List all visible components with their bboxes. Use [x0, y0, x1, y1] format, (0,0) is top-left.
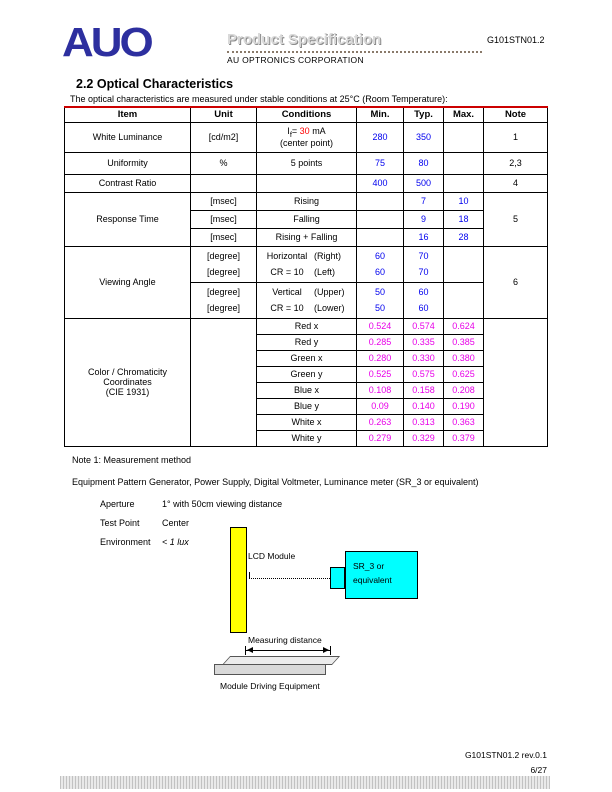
viewing-min-0-line1: 60: [374, 251, 385, 261]
aperture-value: 1° with 50cm viewing distance: [162, 498, 283, 509]
measurement-setup-diagram: [64, 525, 547, 695]
contrast-min: 400: [357, 174, 404, 192]
response-unit-0: [msec]: [191, 192, 257, 210]
equipment-platform-front: [214, 664, 326, 675]
color-cond-2: Green x: [257, 350, 357, 366]
row-uniformity: [65, 152, 548, 174]
viewing-typ-0: [404, 246, 444, 282]
luminance-typ: 350: [404, 122, 444, 152]
response-min-2: [357, 228, 404, 246]
viewing-cond-0-side1: (Right): [314, 251, 342, 261]
color-min-7: 0.279: [357, 430, 404, 446]
viewing-min-1: [357, 282, 404, 318]
driving-equipment-label: Module Driving Equipment: [220, 681, 320, 691]
contrast-max: [444, 174, 484, 192]
color-max-0: 0.624: [444, 318, 484, 334]
viewing-cond-1-line2: [260, 300, 353, 316]
color-typ-0: 0.574: [404, 318, 444, 334]
viewing-max-0: [444, 246, 484, 282]
response-typ-0: 7: [404, 192, 444, 210]
color-typ-1: 0.335: [404, 334, 444, 350]
color-typ-3: 0.575: [404, 366, 444, 382]
meter-lens-shape: [330, 567, 345, 589]
col-header-max: Max.: [444, 107, 484, 122]
sight-line: [249, 578, 330, 579]
viewing-min-1-line2: 50: [374, 303, 385, 313]
footer-page-number: 6/27: [530, 765, 547, 775]
environment-label: Environment: [100, 536, 151, 547]
viewing-cond-1-cr: CR = 10: [270, 303, 304, 313]
color-max-5: 0.190: [444, 398, 484, 414]
contrast-note: 4: [484, 174, 548, 192]
color-typ-7: 0.329: [404, 430, 444, 446]
color-cond-7: White y: [257, 430, 357, 446]
color-typ-5: 0.140: [404, 398, 444, 414]
arrow-left-head: [247, 647, 253, 653]
footer-decoration-bar: [60, 776, 550, 789]
main-content: [64, 77, 547, 556]
viewing-unit-0: [191, 246, 257, 282]
col-header-conditions: Conditions: [257, 107, 357, 122]
response-cond-2: Rising + Falling: [257, 228, 357, 246]
response-max-2: 28: [444, 228, 484, 246]
color-item-line3: (CIE 1931): [105, 387, 150, 397]
color-item-line2: Coordinates: [103, 377, 152, 387]
page-footer: [465, 748, 547, 778]
cond-current-value: 30: [299, 125, 310, 136]
optical-characteristics-table: [64, 106, 548, 447]
row-contrast-ratio: [65, 174, 548, 192]
contrast-item-cell: Contrast Ratio: [65, 174, 191, 192]
color-note-cell: [484, 318, 548, 446]
response-typ-1: 9: [404, 210, 444, 228]
measuring-distance-arrow: [245, 646, 331, 655]
viewing-min-0-line2: 60: [374, 267, 385, 277]
viewing-cond-0-cr: CR = 10: [270, 267, 304, 277]
color-min-4: 0.108: [357, 382, 404, 398]
cond-current-sub: f: [289, 129, 292, 139]
auo-logo: AUO: [62, 20, 151, 66]
col-header-unit: Unit: [191, 107, 257, 122]
cond-equals: =: [291, 125, 300, 136]
company-name: AU OPTRONICS CORPORATION: [227, 55, 364, 65]
table-header-row: [65, 107, 548, 122]
viewing-cond-0: [257, 246, 357, 282]
luminance-conditions-cell: [257, 122, 357, 152]
response-unit-2: [msec]: [191, 228, 257, 246]
arrow-line: [246, 650, 330, 651]
luminance-note: 1: [484, 122, 548, 152]
color-item-line1: Color / Chromaticity: [87, 367, 168, 377]
color-max-4: 0.208: [444, 382, 484, 398]
color-max-3: 0.625: [444, 366, 484, 382]
measuring-distance-label: Measuring distance: [248, 635, 322, 645]
luminance-condition-line1: [260, 126, 353, 139]
col-header-note: Note: [484, 107, 548, 122]
environment-value: < 1 lux: [162, 536, 189, 547]
response-cond-0: Rising: [257, 192, 357, 210]
col-header-item: Item: [65, 107, 191, 122]
viewing-cond-1-dir: Vertical: [272, 287, 302, 297]
color-item-cell: [65, 318, 191, 446]
uniformity-max: [444, 152, 484, 174]
color-cond-3: Green y: [257, 366, 357, 382]
color-typ-2: 0.330: [404, 350, 444, 366]
arrow-right-head: [323, 647, 329, 653]
contrast-conditions-cell: [257, 174, 357, 192]
color-cond-4: Blue x: [257, 382, 357, 398]
response-typ-2: 16: [404, 228, 444, 246]
cond-current-unit: mA: [309, 125, 326, 136]
contrast-typ: 500: [404, 174, 444, 192]
viewing-cond-1-line1: [260, 284, 353, 300]
response-unit-1: [msec]: [191, 210, 257, 228]
cond-current-symbol: I: [287, 125, 290, 136]
color-cond-6: White x: [257, 414, 357, 430]
meter-label-line1: SR_3 or: [353, 561, 385, 571]
color-typ-6: 0.313: [404, 414, 444, 430]
color-typ-4: 0.158: [404, 382, 444, 398]
color-min-6: 0.263: [357, 414, 404, 430]
luminance-condition-line2: (center point): [279, 138, 334, 149]
luminance-item-cell: White Luminance: [65, 122, 191, 152]
row-response-rising: [65, 192, 548, 210]
col-header-min: Min.: [357, 107, 404, 122]
meter-label-line2: equivalent: [353, 575, 392, 585]
color-cond-0: Red x: [257, 318, 357, 334]
equipment-line: Equipment Pattern Generator, Power Supply, Digital Voltmeter, Luminance meter (SR_3 or equivalent): [72, 476, 479, 487]
viewing-unit-1-line2: [degree]: [206, 303, 241, 313]
response-min-1: [357, 210, 404, 228]
viewing-typ-1-line2: 60: [418, 303, 429, 313]
row-viewing-horizontal: [65, 246, 548, 282]
viewing-cond-0-line1: [260, 248, 353, 264]
color-min-0: 0.524: [357, 318, 404, 334]
viewing-typ-0-line1: 70: [418, 251, 429, 261]
test-point-value: Center: [162, 517, 190, 528]
luminance-min: 280: [357, 122, 404, 152]
viewing-cond-0-line2: [260, 264, 353, 280]
viewing-unit-0-line2: [degree]: [206, 267, 241, 277]
viewing-min-0: [357, 246, 404, 282]
note1-heading: Note 1: Measurement method: [72, 454, 192, 465]
viewing-unit-0-line1: [degree]: [206, 251, 241, 261]
lcd-module-shape: [230, 527, 247, 633]
viewing-typ-1: [404, 282, 444, 318]
viewing-max-1: [444, 282, 484, 318]
contrast-unit-cell: [191, 174, 257, 192]
footer-doc-rev: G101STN01.2 rev.0.1: [464, 750, 547, 760]
color-cond-1: Red y: [257, 334, 357, 350]
color-min-3: 0.525: [357, 366, 404, 382]
color-min-2: 0.280: [357, 350, 404, 366]
uniformity-min: 75: [357, 152, 404, 174]
color-max-2: 0.380: [444, 350, 484, 366]
document-id: G101STN01.2: [487, 35, 545, 45]
color-max-7: 0.379: [444, 430, 484, 446]
color-unit-cell: [191, 318, 257, 446]
row-white-luminance: [65, 122, 548, 152]
color-cond-5: Blue y: [257, 398, 357, 414]
response-cond-1: Falling: [257, 210, 357, 228]
uniformity-note: 2,3: [484, 152, 548, 174]
viewing-typ-0-line2: 70: [418, 267, 429, 277]
uniformity-conditions-cell: 5 points: [257, 152, 357, 174]
test-point-label: Test Point: [100, 517, 140, 528]
luminance-unit-cell: [cd/m2]: [191, 122, 257, 152]
luminance-meter-box: [345, 551, 418, 599]
color-max-6: 0.363: [444, 414, 484, 430]
response-min-0: [357, 192, 404, 210]
row-color-red-x: [65, 318, 548, 334]
viewing-min-1-line1: 50: [374, 287, 385, 297]
color-min-5: 0.09: [357, 398, 404, 414]
viewing-cond-0-dir: Horizontal: [266, 251, 308, 261]
viewing-typ-1-line1: 60: [418, 287, 429, 297]
response-max-1: 18: [444, 210, 484, 228]
document-title: Product Specification: [227, 31, 482, 53]
lcd-module-label: LCD Module: [248, 551, 296, 561]
viewing-cond-1-side2: (Lower): [314, 303, 345, 313]
response-item-cell: Response Time: [65, 192, 191, 246]
luminance-max: [444, 122, 484, 152]
section-heading: 2.2 Optical Characteristics: [76, 77, 234, 91]
note-row-aperture: [100, 499, 547, 509]
viewing-cond-1-side1: (Upper): [314, 287, 345, 297]
viewing-note: 6: [484, 246, 548, 318]
viewing-cond-0-side2: (Left): [314, 267, 336, 277]
section-intro: The optical characteristics are measured under stable conditions at 25°C (Room Temperature):: [70, 94, 448, 104]
response-note: 5: [484, 192, 548, 246]
uniformity-item-cell: Uniformity: [65, 152, 191, 174]
viewing-cond-1: [257, 282, 357, 318]
viewing-unit-1-line1: [degree]: [206, 287, 241, 297]
aperture-label: Aperture: [100, 498, 135, 509]
viewing-item-cell: Viewing Angle: [65, 246, 191, 318]
viewing-unit-1: [191, 282, 257, 318]
uniformity-unit-cell: %: [191, 152, 257, 174]
color-min-1: 0.285: [357, 334, 404, 350]
response-max-0: 10: [444, 192, 484, 210]
uniformity-typ: 80: [404, 152, 444, 174]
col-header-typ: Typ.: [404, 107, 444, 122]
color-max-1: 0.385: [444, 334, 484, 350]
